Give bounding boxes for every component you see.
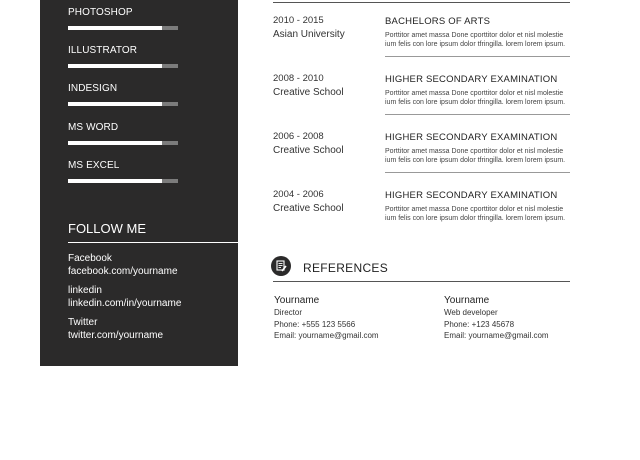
skill-msexcel <box>68 160 178 183</box>
education-years: 2004 - 2006 <box>273 189 324 200</box>
education-desc-line: Porttitor amet massa Done cporttitor dolor et nisl molestie <box>385 148 564 155</box>
education-school: Creative School <box>273 145 344 156</box>
education-years: 2008 - 2010 <box>273 73 324 84</box>
reference-role: Director <box>274 308 303 317</box>
reference-email[interactable]: Email: yourname@gmail.com <box>444 331 549 340</box>
education-desc-line: ium felis con lore ipsum dolor tfringilla. lorem lorem ipsum. <box>385 41 566 49</box>
skill-photoshop <box>68 7 178 30</box>
education-description <box>385 205 573 223</box>
skill-bar-track <box>68 141 178 145</box>
education-desc-line: Porttitor amet massa Done cporttitor dolor et nisl molestie <box>385 206 564 213</box>
skill-name: PHOTOSHOP <box>68 7 133 18</box>
references-icon <box>271 256 291 276</box>
skill-bar-fill <box>68 64 162 68</box>
divider <box>273 2 570 3</box>
reference-name: Yourname <box>274 295 320 306</box>
reference-email[interactable]: Email: yourname@gmail.com <box>274 331 379 340</box>
skill-msword <box>68 122 178 145</box>
education-years: 2010 - 2015 <box>273 15 324 26</box>
skill-name: MS EXCEL <box>68 160 120 171</box>
education-title: BACHELORS OF ARTS <box>385 16 491 27</box>
education-school: Creative School <box>273 203 344 214</box>
education-desc-line: ium felis con lore ipsum dolor tfringilla. lorem lorem ipsum. <box>385 215 566 223</box>
education-description <box>385 31 573 49</box>
social-network: Facebook <box>68 253 112 264</box>
skill-bar-fill <box>68 102 162 106</box>
social-handle[interactable]: linkedin.com/in/yourname <box>68 297 182 309</box>
social-twitter[interactable] <box>68 317 163 342</box>
divider <box>385 114 570 115</box>
references-heading: REFERENCES <box>303 261 389 275</box>
education-desc-line: Porttitor amet massa Done cporttitor dolor et nisl molestie <box>385 32 564 39</box>
reference-phone: Phone: +555 123 5566 <box>274 319 356 329</box>
education-school: Creative School <box>273 87 344 98</box>
skill-bar-track <box>68 64 178 68</box>
divider <box>68 242 238 243</box>
education-desc-line: ium felis con lore ipsum dolor tfringilla. lorem lorem ipsum. <box>385 99 566 107</box>
divider <box>273 281 570 282</box>
divider <box>385 172 570 173</box>
sidebar <box>40 0 238 366</box>
reference-card <box>274 295 379 342</box>
main-content <box>273 0 570 460</box>
skill-illustrator <box>68 45 178 68</box>
education-title: HIGHER SECONDARY EXAMINATION <box>385 132 558 143</box>
education-description <box>385 147 573 165</box>
skill-bar-fill <box>68 26 162 30</box>
education-desc-line: ium felis con lore ipsum dolor tfringilla. lorem lorem ipsum. <box>385 157 566 165</box>
reference-name: Yourname <box>444 295 490 306</box>
skill-name: ILLUSTRATOR <box>68 45 138 56</box>
education-title: HIGHER SECONDARY EXAMINATION <box>385 190 558 201</box>
follow-me-heading: FOLLOW ME <box>68 221 147 236</box>
skill-name: INDESIGN <box>68 83 118 94</box>
social-facebook[interactable] <box>68 253 178 278</box>
social-handle[interactable]: twitter.com/yourname <box>68 329 164 341</box>
social-network: linkedin <box>68 285 102 296</box>
social-handle[interactable]: facebook.com/yourname <box>68 265 178 277</box>
education-title: HIGHER SECONDARY EXAMINATION <box>385 74 558 85</box>
skill-bar-fill <box>68 179 162 183</box>
skill-bar-track <box>68 179 178 183</box>
skill-bar-track <box>68 102 178 106</box>
reference-card <box>444 295 549 342</box>
reference-phone: Phone: +123 45678 <box>444 319 515 329</box>
education-years: 2006 - 2008 <box>273 131 324 142</box>
skill-bar-fill <box>68 141 162 145</box>
skill-name: MS WORD <box>68 122 119 133</box>
divider <box>385 56 570 57</box>
skill-bar-track <box>68 26 178 30</box>
social-linkedin[interactable] <box>68 285 181 310</box>
social-network: Twitter <box>68 317 98 328</box>
education-school: Asian University <box>273 29 345 40</box>
skill-indesign <box>68 83 178 106</box>
education-description <box>385 89 573 107</box>
education-desc-line: Porttitor amet massa Done cporttitor dolor et nisl molestie <box>385 90 564 97</box>
reference-role: Web developer <box>444 308 498 317</box>
